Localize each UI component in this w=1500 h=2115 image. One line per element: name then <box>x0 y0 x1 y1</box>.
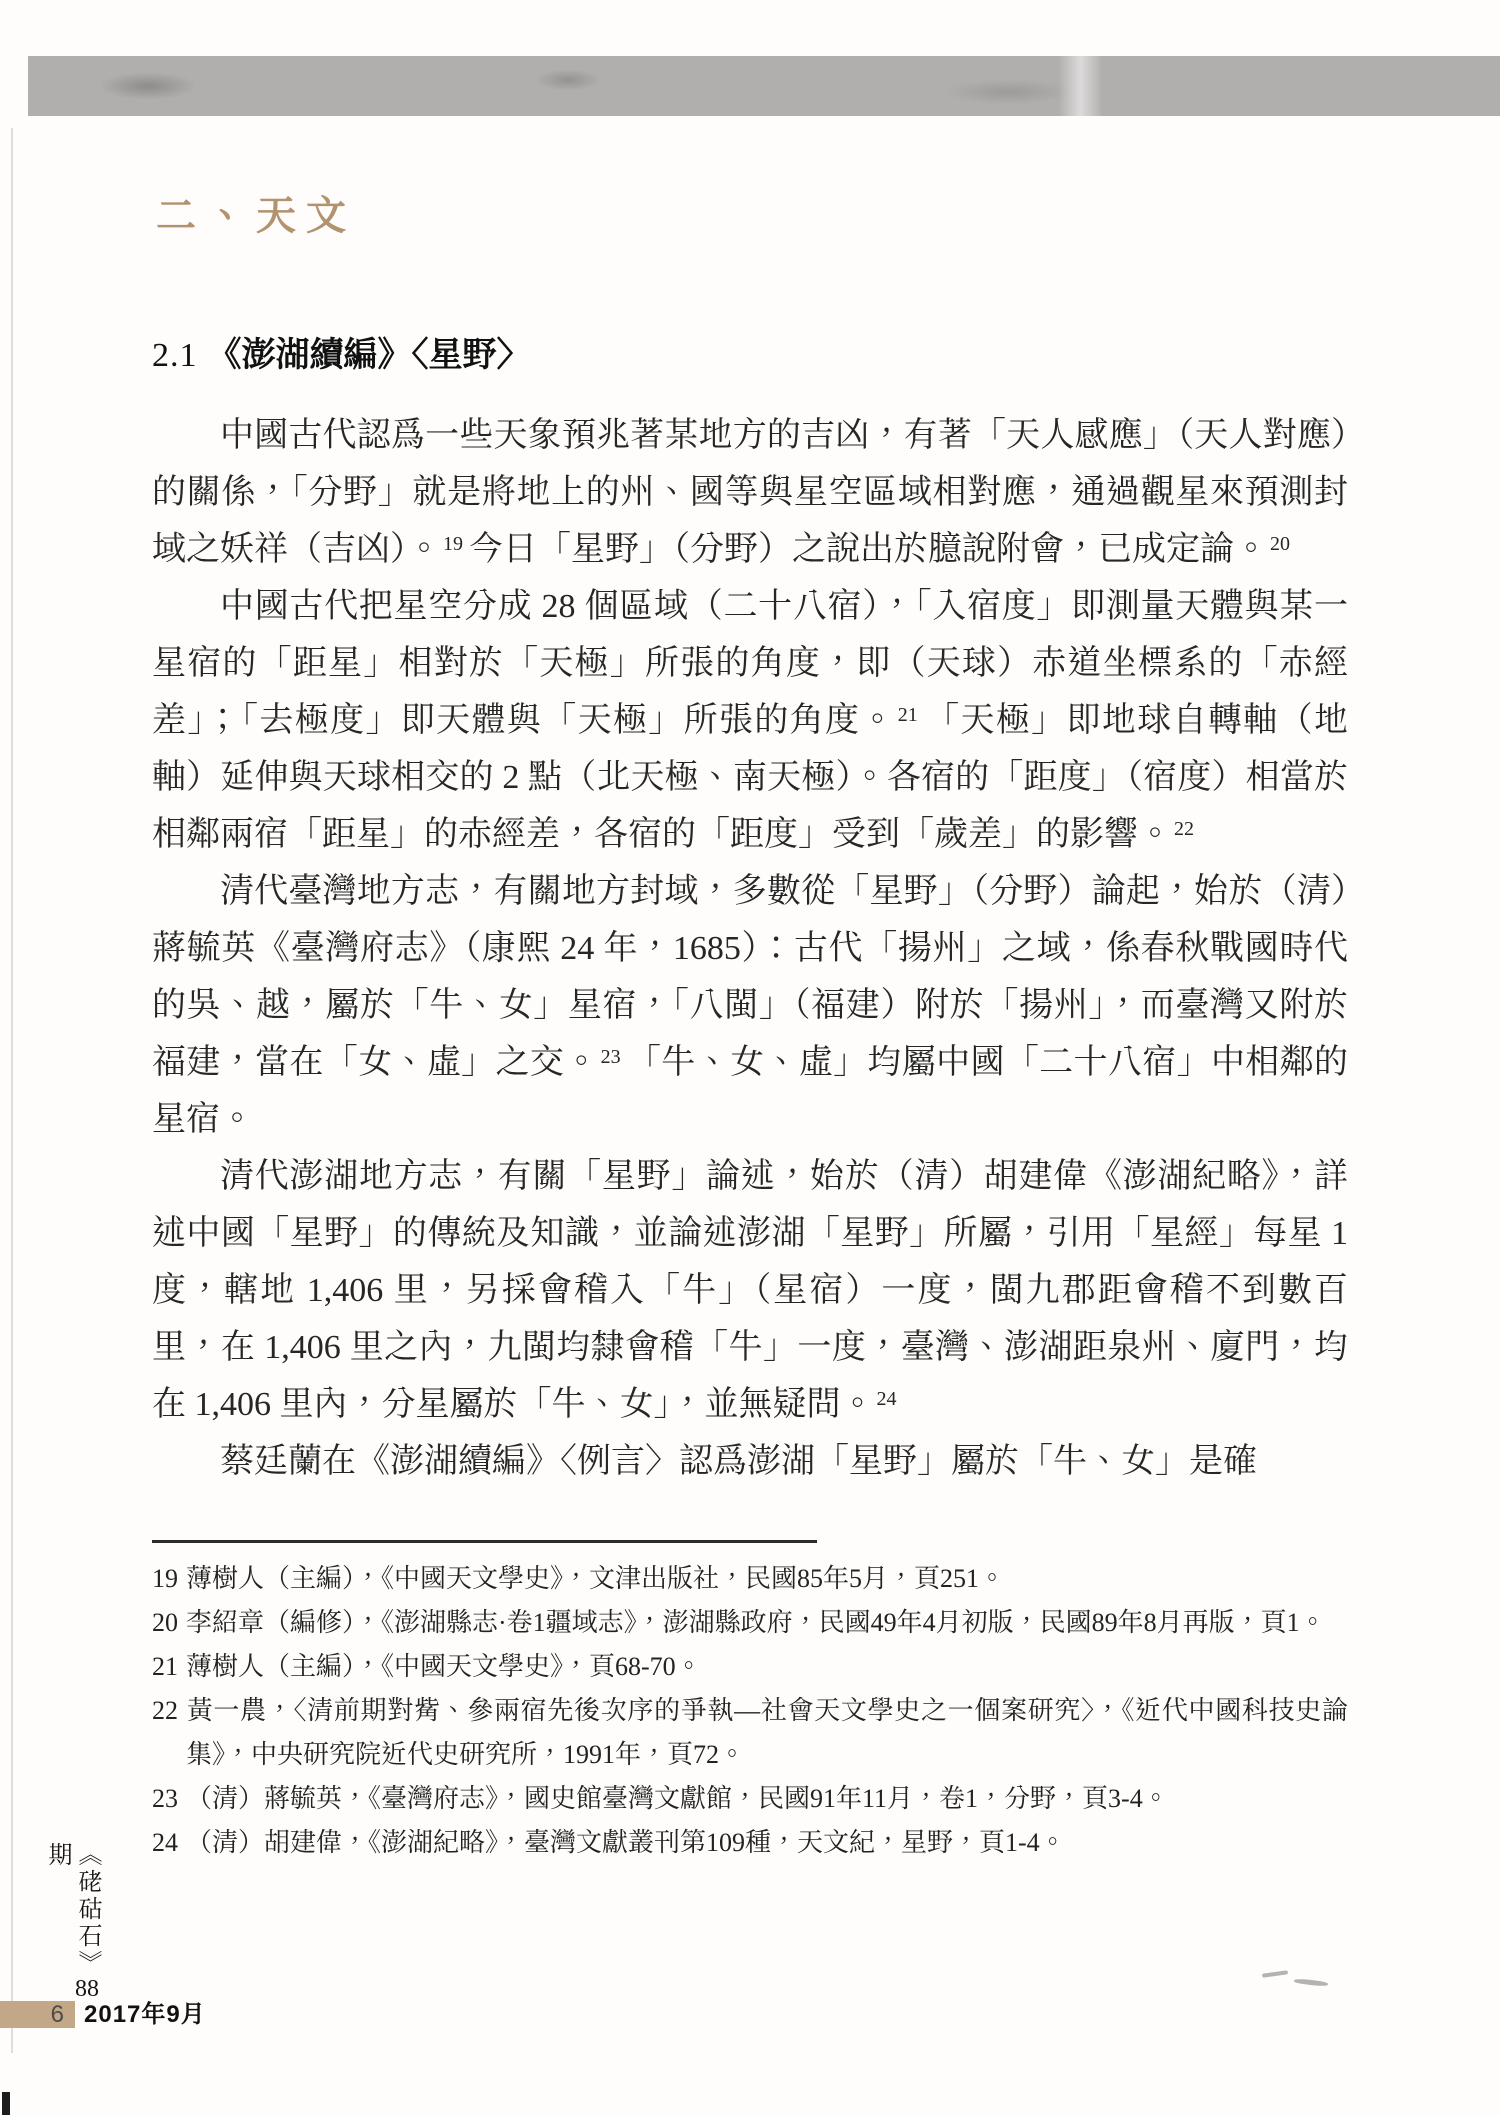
footnote-item <box>152 1821 1348 1865</box>
footnote-number: 21 <box>152 1651 178 1681</box>
scan-artifact-band <box>28 56 1500 116</box>
article-content <box>152 196 1348 1865</box>
journal-issue-number: 88 <box>75 1977 99 2001</box>
body-paragraph <box>152 407 1348 578</box>
subsection-text: 《澎湖續編》〈星野〉 <box>207 337 531 374</box>
footnote-marker: 21 <box>897 703 918 726</box>
footnote-number: 24 <box>152 1827 178 1857</box>
subsection-number: 2.1 <box>152 337 198 374</box>
footnote-item <box>152 1777 1348 1821</box>
body-paragraph <box>152 1148 1348 1433</box>
journal-spine-title <box>42 1842 102 2017</box>
footnote-text: 黃一農，〈清前期對觜、參兩宿先後次序的爭執—社會天文學史之一個案研究〉，《近代中國科技史論集》，中央研究院近代史研究所，1991年，頁72。 <box>186 1695 1348 1769</box>
page-number: 6 <box>50 2001 64 2028</box>
footnote-marker: 19 <box>443 532 463 555</box>
footnote-text: （清）胡建偉，《澎湖紀略》，臺灣文獻叢刊第109種，天文紀，星野，頁1-4。 <box>186 1827 1066 1857</box>
footnote-separator <box>152 1540 817 1543</box>
spine-registration-mark <box>2 2092 10 2115</box>
footnote-number: 22 <box>152 1695 178 1725</box>
body-text-run: 蔡廷蘭在《澎湖續編》〈例言〉認爲澎湖「星野」屬於「牛、女」是確 <box>220 1442 1257 1480</box>
footnote-number: 19 <box>152 1563 178 1593</box>
body-paragraph <box>152 1433 1348 1490</box>
footnote-text: 薄樹人（主編），《中國天文學史》，文津出版社，民國85年5月，頁251。 <box>186 1563 1006 1593</box>
footnote-text: （清）蔣毓英，《臺灣府志》，國史館臺灣文獻館，民國91年11月，卷1，分野，頁3-4。 <box>186 1783 1169 1813</box>
footnote-marker: 22 <box>1174 817 1194 840</box>
footnote-marker: 20 <box>1270 532 1290 555</box>
issue-date: 2017年9月 <box>84 2001 206 2028</box>
footnote-marker: 23 <box>600 1045 621 1068</box>
footnote-text: 李紹章（編修），《澎湖縣志·卷1疆域志》，澎湖縣政府，民國49年4月初版，民國89年8月再版，頁1。 <box>186 1607 1326 1637</box>
body-text-run: 中國古代認爲一些天象預兆著某地方的吉凶，有著「天人感應」（天人對應）的關係，「分野」就是將地上的州、國等與星空區域相對應，通過觀星來預測封域之妖祥（吉凶）。 <box>152 416 1348 568</box>
footnote-marker: 24 <box>876 1387 897 1410</box>
footnote-item <box>152 1645 1348 1689</box>
left-edge-scan-line <box>11 128 13 2053</box>
body-text-run: 清代澎湖地方志，有關「星野」論述，始於（清）胡建偉《澎湖紀略》，詳述中國「星野」的傳統及知識，並論述澎湖「星野」所屬，引用「星經」每星 1 度，轄地 1,406 里，另採會稽入「牛」（星宿）一度，閩九郡距會稽不到數百里，在 1,406 里之內，九閩均隸會稽「牛」一度，臺灣、澎湖距泉州、廈門，均在 1,406 里內，分星屬於「牛、女」，並無疑問。 <box>152 1157 1348 1423</box>
body-paragraph <box>152 863 1348 1148</box>
footnote-item <box>152 1557 1348 1601</box>
body-text-run: 「牛、女、虛」均屬中國「二十八宿」中相鄰的星宿。 <box>152 1043 1349 1138</box>
body-text-run: 「天極」即地球自轉軸（地軸）延伸與天球相交的 2 點（北天極、南天極）。各宿的「距度」（宿度）相當於相鄰兩宿「距星」的赤經差，各宿的「距度」受到「歲差」的影響。 <box>152 701 1349 853</box>
body-text-run: 今日「星野」（分野）之說出於臆說附會，已成定論。 <box>469 530 1268 568</box>
footnote-text: 薄樹人（主編），《中國天文學史》，頁68-70。 <box>186 1651 702 1681</box>
journal-issue-suffix: 期 <box>44 1842 70 1869</box>
footnote-number: 23 <box>152 1783 178 1813</box>
body-text-run: 中國古代把星空分成 28 個區域（二十八宿），「入宿度」即測量天體與某一星宿的「距星」相對於「天極」所張的角度，即（天球）赤道坐標系的「赤經差」；「去極度」即天體與「天極」所張的角度。 <box>152 587 1348 739</box>
page-number-badge <box>0 2001 75 2028</box>
smudge-mark <box>1294 1978 1328 1987</box>
footnote-number: 20 <box>152 1607 178 1637</box>
footnote-item <box>152 1601 1348 1645</box>
body-paragraph <box>152 578 1348 863</box>
footnote-item <box>152 1689 1348 1777</box>
journal-title: 《硓𥑮石》 <box>74 1842 100 1977</box>
smudge-mark <box>1262 1970 1288 1978</box>
footnotes <box>152 1557 1348 1865</box>
subsection-title <box>152 336 1348 377</box>
section-title: 二、天文 <box>156 194 356 238</box>
body-paragraphs <box>152 407 1348 1490</box>
body-text-run: 清代臺灣地方志，有關地方封域，多數從「星野」（分野）論起，始於（清）蔣毓英《臺灣府志》（康熙 24 年，1685）：古代「揚州」之域，係春秋戰國時代的吳、越，屬於「牛、女」星宿，「八閩」（福建）附於「揚州」，而臺灣又附於福建，當在「女、虛」之交。 <box>152 872 1348 1081</box>
